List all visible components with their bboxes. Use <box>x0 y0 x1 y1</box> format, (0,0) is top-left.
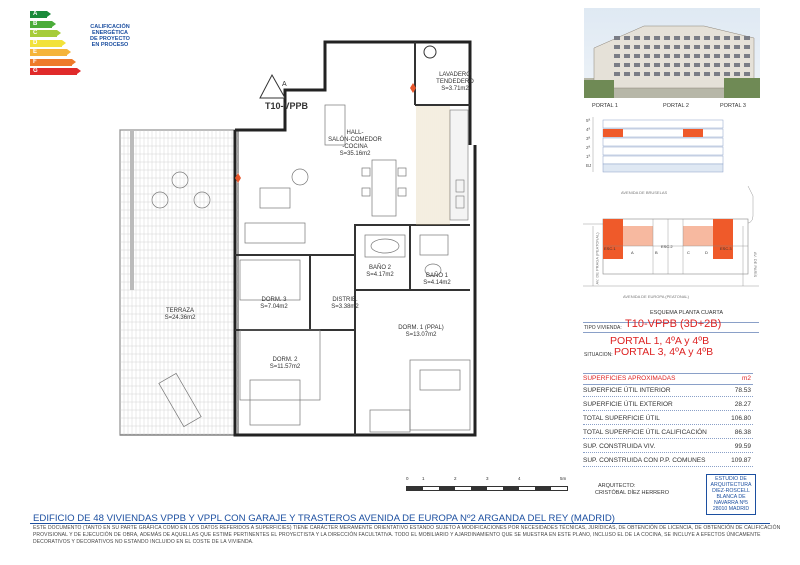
room-bano1-name: BAÑO 1 <box>425 273 448 279</box>
window-glazing <box>417 106 449 225</box>
room-bano2-area: S=4.17m2 <box>366 272 394 278</box>
entry-letter: A <box>282 81 287 88</box>
superficie-label: TOTAL SUPERFICIE ÚTIL <box>583 415 660 422</box>
disclaimer-line1: ESTE DOCUMENTO (TANTO EN SU PARTE GRÁFICA COMO EN LOS DATOS REFERIDOS A SUPERFICIES) TIENE CARÁCTER MERAMENTE ORIENTATIVO ESTANDO SUJETO A MODIFICACIONES POR NECESIDADES TÉCNICAS, JURÍDICAS, DE OBTENCIÓN DE LICENCIA, DE OBTENCIÓN DE CALIFICACIÓN <box>33 525 781 531</box>
esc1-label: ESC.1 <box>604 246 616 251</box>
superficie-row <box>583 384 753 397</box>
superficie-row <box>583 454 753 467</box>
energy-grade-f <box>30 59 72 66</box>
studio-line: NAVARRA Nº5 <box>714 500 748 506</box>
energy-rating-scale <box>30 11 90 81</box>
letter-c: C <box>687 250 690 255</box>
scale-tick-label: 3 <box>486 476 489 481</box>
room-hall-name2: SALÓN-COMEDOR <box>328 137 382 143</box>
room-dorm1 <box>395 325 447 339</box>
scale-tick-label: 4 <box>518 476 521 481</box>
room-bano1-area: S=4.14m2 <box>423 280 451 286</box>
floor-label: 3ª <box>586 136 591 141</box>
superficie-label: SUP. CONSTRUIDA VIV. <box>583 443 656 450</box>
energy-grade-a <box>30 11 47 18</box>
superficie-label: TOTAL SUPERFICIE ÚTIL CALIFICACIÓN <box>583 429 707 436</box>
disclaimer-line3: DECORATIVOS Y DECORATIVOS NO ESTANDO INCLUIDO EN EL COSTE DE LA VIVIENDA. <box>33 539 254 545</box>
studio-line: BLANCA DE <box>716 494 746 500</box>
street-top-label: AVENIDA DE BRUSELAS <box>621 190 668 195</box>
letter-d: D <box>705 250 708 255</box>
room-tendedero-name: TENDEDERO <box>436 79 474 85</box>
footer-divider <box>30 523 770 524</box>
energy-grade-d <box>30 40 62 47</box>
superficie-value: 99.59 <box>734 443 751 450</box>
tipo-value: T10-VPPB (3D+2B) <box>625 318 722 330</box>
disclaimer <box>33 525 781 546</box>
room-hall-name1: HALL- <box>346 130 364 136</box>
scale-tick-label: 2 <box>454 476 457 481</box>
room-bano2 <box>365 265 395 279</box>
studio-line: DIEZ-ROSCELL <box>712 488 750 494</box>
superficies-title: SUPERFICIES APROXIMADAS <box>583 375 676 382</box>
room-distrib-name: DISTRIB. <box>332 297 358 303</box>
superficie-value: 78.53 <box>734 387 751 394</box>
room-bano2-name: BAÑO 2 <box>368 265 391 271</box>
room-dorm1-area: S=13.07m2 <box>405 332 437 338</box>
energy-grade-letter: D <box>33 39 38 46</box>
room-bano1 <box>420 273 454 287</box>
superficie-row <box>583 440 753 453</box>
street-right-label: AV. DE PARÍS <box>753 251 759 278</box>
scale-tick-label: 1 <box>422 476 425 481</box>
disclaimer-line2: PROVISIONAL Y DE EJECUCIÓN DE OBRA, ADEMÁS DE AQUELLAS QUE ESTIME PERTINENTES EL PROYECTISTA Y LA DIRECCIÓN FACULTATIVA. TODO EL MOBILIARIO Y AJARDINAMIENTO QUE SE MUESTRA EN ESTE PLANO, INCLUSO EL DE LA COCINA, SE INCLUYE A EFECTOS ÚNICAMENTE <box>33 532 761 538</box>
superficie-row <box>583 426 753 439</box>
floor-label: 5ª <box>586 118 591 123</box>
superficie-value: 106.80 <box>731 415 751 422</box>
room-lavadero-area: S=3.71m2 <box>441 86 469 92</box>
energy-label-line1: CALIFICACIÓN <box>90 24 130 30</box>
street-left-label: AV. DE PRAGA (PEATONAL) <box>594 232 600 285</box>
studio-line: ESTUDIO DE <box>715 476 747 482</box>
superficie-value: 109.87 <box>731 457 751 464</box>
scale-bar <box>406 476 567 500</box>
tipo-label: TIPO VIVIENDA: <box>584 325 622 331</box>
superficie-value: 86.38 <box>734 429 751 436</box>
energy-grade-e <box>30 49 67 56</box>
room-hall-salon <box>325 130 385 158</box>
energy-label-line3: DE PROYECTO <box>90 36 130 42</box>
room-terraza <box>160 308 200 322</box>
arquitecto-name: CRISTÓBAL DÍEZ HERRERO <box>595 490 670 496</box>
energy-grade-letter: F <box>33 58 37 65</box>
situacion-portal3: PORTAL 3, 4ºA y 4ºB <box>614 346 714 358</box>
portal-3-label: PORTAL 3 <box>720 103 746 109</box>
energy-grade-c <box>30 30 57 37</box>
superficie-row <box>583 398 753 411</box>
room-dorm3 <box>257 297 291 311</box>
room-lavadero <box>430 72 480 93</box>
scale-tick-label: 0 <box>406 476 409 481</box>
room-dorm3-name: DORM. 3 <box>261 297 287 303</box>
street-bottom-label: AVENIDA DE EUROPA (PEATONAL) <box>623 294 689 299</box>
divider <box>583 332 759 333</box>
floor-label: 1ª <box>586 154 591 159</box>
floor-label: 2ª <box>586 145 591 150</box>
portal-1-label: PORTAL 1 <box>592 103 618 109</box>
energy-grade-letter: C <box>33 30 38 36</box>
floor-plan <box>110 30 480 450</box>
energy-grade-b <box>30 21 52 28</box>
esc2-label: ESC.2 <box>661 244 673 249</box>
room-dorm2-area: S=11.57m2 <box>269 364 301 370</box>
kitchen-counter <box>450 110 468 220</box>
energy-label-line4: EN PROCESO <box>91 42 129 48</box>
energy-grade-g <box>30 68 77 75</box>
situacion-label: SITUACION: <box>584 352 613 358</box>
elevation-diagram <box>583 112 759 182</box>
room-hall-name3: -COCINA <box>342 144 368 150</box>
room-dorm3-area: S=7.04m2 <box>260 304 288 310</box>
situacion-portal1: PORTAL 1, 4ºA y 4ºB <box>610 335 710 347</box>
floor-label: 4ª <box>586 127 591 132</box>
studio-stamp <box>706 474 756 515</box>
building-render <box>584 8 760 98</box>
esc3-label: ESC.3 <box>720 246 732 251</box>
superficie-label: SUP. CONSTRUIDA CON P.P. COMUNES <box>583 457 706 464</box>
letter-b: B <box>655 250 658 255</box>
room-distrib <box>328 297 362 311</box>
studio-line: ARQUITECTURA <box>710 482 752 488</box>
energy-label-line2: ENERGÉTICA <box>91 30 129 36</box>
superficie-label: SUPERFICIE ÚTIL EXTERIOR <box>583 401 673 408</box>
room-terraza-area: S=24.36m2 <box>164 315 196 321</box>
room-dorm2 <box>265 357 305 371</box>
superficie-value: 28.27 <box>734 401 751 408</box>
studio-line: 28010 MADRID <box>712 506 750 512</box>
room-hall-area: S=35.16m2 <box>339 151 371 157</box>
floor-label: BJ <box>586 163 592 168</box>
room-terraza-name: TERRAZA <box>165 308 194 314</box>
scale-tick-label: 5m <box>560 476 567 481</box>
superficies-unit: m2 <box>741 375 751 382</box>
superficie-label: SUPERFICIE ÚTIL INTERIOR <box>583 387 671 394</box>
site-plan-caption: ESQUEMA PLANTA CUARTA <box>650 310 724 316</box>
room-lavadero-name: LAVADERO <box>439 72 471 78</box>
arquitecto-label: ARQUITECTO: <box>598 483 636 489</box>
room-dorm2-name: DORM. 2 <box>272 357 298 363</box>
superficie-row <box>583 412 753 425</box>
room-distrib-area: S=3.38m2 <box>331 304 359 310</box>
site-plan <box>583 186 759 316</box>
energy-grade-letter: E <box>33 49 38 55</box>
portal-2-label: PORTAL 2 <box>663 103 689 109</box>
room-dorm1-name: DORM. 1 (PPAL) <box>398 325 444 331</box>
letter-a: A <box>631 250 634 255</box>
project-title: EDIFICIO DE 48 VIVIENDAS VPPB Y VPPL CON GARAJE Y TRASTEROS AVENIDA DE EUROPA Nº2 ARGANDA DEL REY (MADRID) <box>33 513 615 524</box>
energy-grade-letter: G <box>33 68 38 74</box>
energy-grade-letter: B <box>33 20 38 27</box>
energy-grade-letter: A <box>33 11 38 17</box>
terrace-area <box>120 130 238 435</box>
unit-code: T10-VPPB <box>265 101 309 111</box>
